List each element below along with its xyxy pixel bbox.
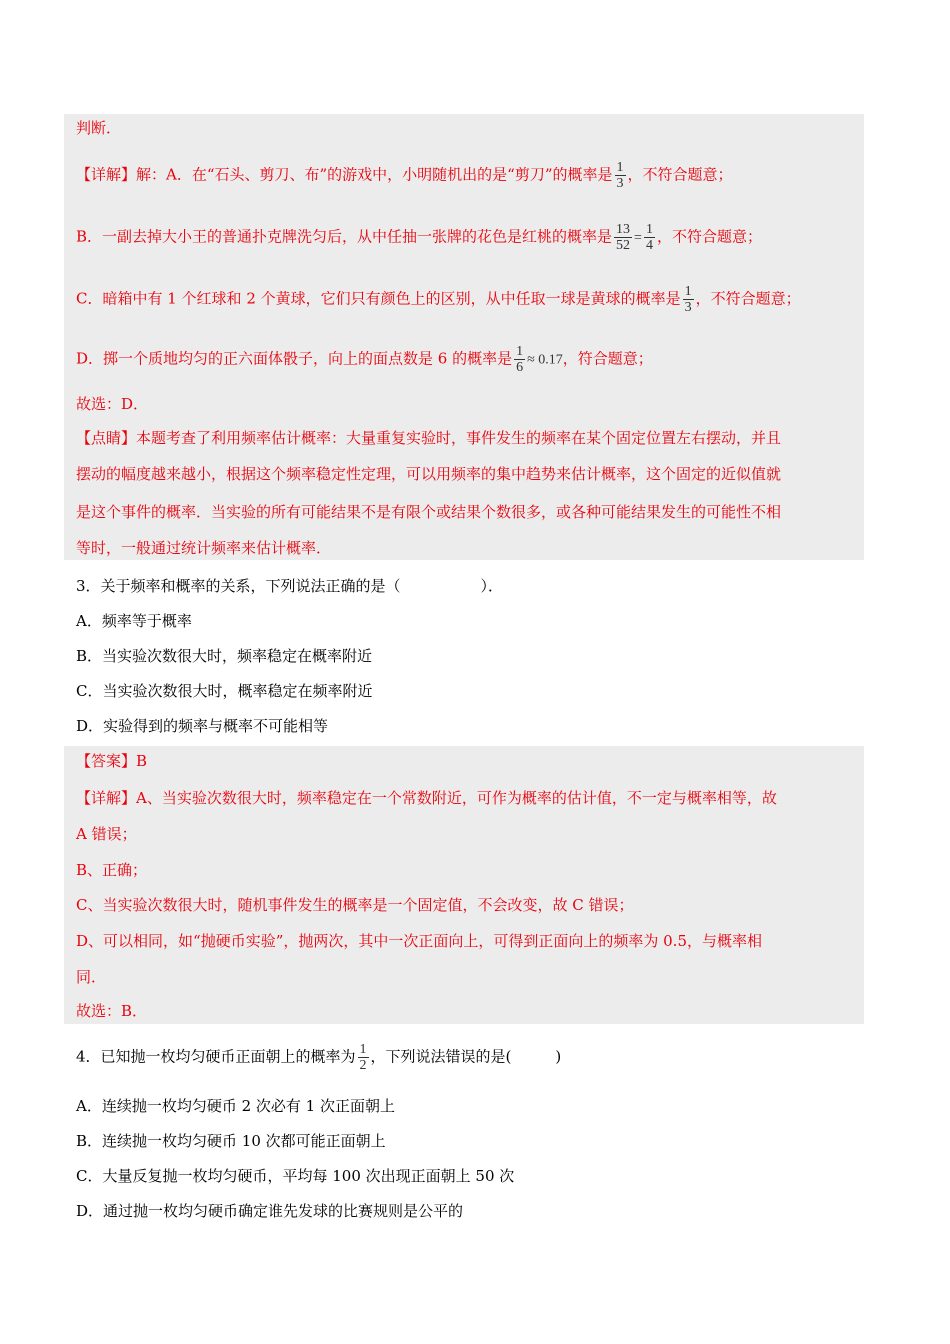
solution-q2-line-3-text: C．暗箱中有 1 个红球和 2 个黄球，它们只有颜色上的区别，从中任取一球是黄球的概率是: [76, 289, 681, 308]
solution-q3-line-2: A 错误；: [76, 825, 137, 843]
solution-q2-line-3-suffix: ，不符合题意；: [695, 289, 801, 308]
question-4-option-c: C．大量反复抛一枚均匀硬币，平均每 100 次出现正面朝上 50 次: [76, 1167, 515, 1185]
question-4-stem-mid: ，下列说法错误的是(: [370, 1047, 512, 1066]
question-4-option-a: A．连续抛一枚均匀硬币 2 次必有 1 次正面朝上: [76, 1097, 395, 1115]
question-4-stem-text: 4．已知抛一枚均匀硬币正面朝上的概率为: [76, 1047, 356, 1066]
solution-q2-line-5: 故选：D．: [76, 395, 149, 413]
question-3-stem-text: 3．关于频率和概率的关系，下列说法正确的是（: [76, 577, 401, 595]
fraction-one-third-b: $\frac{1}{3}$: [684, 284, 692, 315]
solution-q2-line-6: 【点睛】本题考查了利用频率估计概率：大量重复实验时，事件发生的频率在某个固定位置左右摆动，并且: [76, 429, 782, 447]
question-4-option-b: B．连续抛一枚均匀硬币 10 次都可能正面朝上: [76, 1132, 386, 1150]
equals-sign: =: [634, 230, 642, 246]
question-3-option-d: D．实验得到的频率与概率不可能相等: [76, 717, 329, 735]
solution-q2-line-2: [76, 222, 762, 253]
solution-q3-line-1: 【详解】A、当实验次数很大时，频率稳定在一个常数附近，可作为概率的估计值，不一定与概率相等，故: [76, 789, 777, 807]
question-3-stem: [76, 576, 503, 596]
question-4-stem-end: ): [555, 1047, 562, 1066]
approx-value: ≈ 0.17: [527, 352, 563, 368]
question-3-stem-end: ）．: [480, 577, 504, 595]
solution-q2-line-2-text: B．一副去掉大小王的普通扑克牌洗匀后，从中任抽一张牌的花色是红桃的概率是: [76, 227, 613, 246]
solution-q2-line-8: 是这个事件的概率．当实验的所有可能结果不是有限个或结果个数很多，或各种可能结果发生的可能性不相: [76, 503, 782, 521]
question-3-option-c: C．当实验次数很大时，概率稳定在频率附近: [76, 682, 373, 700]
solution-q3-line-4: C、当实验次数很大时，随机事件发生的概率是一个固定值，不会改变，故 C 错误；: [76, 896, 634, 914]
solution-q3-answer: 【答案】B: [76, 752, 148, 770]
solution-q2-line-2-suffix: ，不符合题意；: [656, 227, 762, 246]
fraction-one-sixth: $\frac{1}{6}$: [516, 344, 524, 375]
solution-q3-line-7: 故选：B．: [76, 1002, 148, 1020]
solution-q3-line-6: 同．: [76, 968, 107, 986]
question-4-stem: [76, 1042, 561, 1073]
solution-q2-line-0: 判断．: [76, 119, 122, 137]
fraction-one-third: $\frac{1}{3}$: [616, 160, 624, 191]
fraction-one-half: $\frac{1}{2}$: [359, 1042, 367, 1073]
solution-q3-line-5: D、可以相同，如“抛硬币实验”，抛两次，其中一次正面向上，可得到正面向上的频率为 0.5，与概率相: [76, 932, 762, 950]
solution-q2-line-3: [76, 284, 801, 315]
solution-q2-line-1-text: 【详解】解：A．在“石头、剪刀、布”的游戏中，小明随机出的是“剪刀”的概率是: [76, 165, 613, 184]
solution-q3-line-3: B、正确；: [76, 861, 148, 879]
solution-q2-line-4-suffix: ，符合题意；: [562, 349, 653, 368]
solution-q2-line-7: 摆动的幅度越来越小，根据这个频率稳定性定理，可以用频率的集中趋势来估计概率，这个固定的近似值就: [76, 465, 782, 483]
question-3-option-b: B．当实验次数很大时，频率稳定在概率附近: [76, 647, 373, 665]
question-4-option-d: D．通过抛一枚均匀硬币确定谁先发球的比赛规则是公平的: [76, 1202, 464, 1220]
solution-q2-line-4: [76, 344, 653, 375]
solution-q2-line-9: 等时，一般通过统计频率来估计概率．: [76, 539, 332, 557]
solution-q2-line-1-suffix: ，不符合题意；: [627, 165, 733, 184]
fraction-13-52: $\frac{13}{52}$: [616, 222, 631, 253]
solution-q2-line-4-text: D．掷一个质地均匀的正六面体骰子，向上的面点数是 6 的概率是: [76, 349, 513, 368]
fraction-one-quarter: $\frac{1}{4}$: [645, 222, 653, 253]
solution-q2-line-1: [76, 160, 733, 191]
question-3-option-a: A．频率等于概率: [76, 612, 192, 630]
